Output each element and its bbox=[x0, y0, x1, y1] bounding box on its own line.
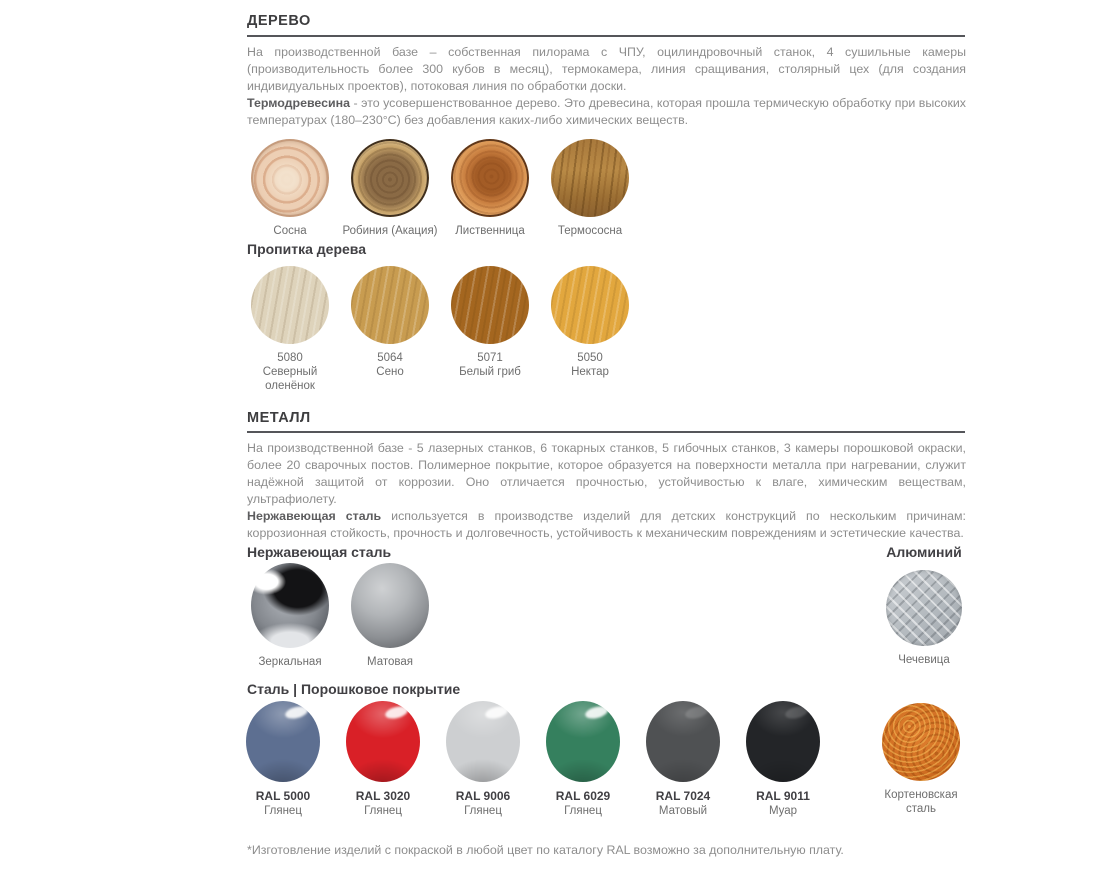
stainless-cell bbox=[240, 563, 340, 669]
ral-cell bbox=[233, 701, 333, 818]
metal-description bbox=[247, 440, 966, 542]
wood-species-label: Термососна bbox=[557, 225, 623, 237]
ral-code: RAL 7024 bbox=[655, 789, 711, 803]
metal-intro-text: На производственной базе - 5 лазерных станков, 6 токарных станков, 5 гибочных станков, 3 камеры порошковой окраски, более 20 сварочных постов. Полимерное покрытие, которое образуется на поверхности металла при нагревании, служит надёжной защитой от коррозии. Оно отличается прочностью, устойчивостью к влаге, химическим веществам, ультрафиолету. bbox=[247, 441, 966, 506]
ral-finish: Глянец bbox=[264, 805, 302, 817]
stainless-label: Зеркальная bbox=[258, 656, 322, 668]
impregnation-name: Сено bbox=[376, 366, 404, 378]
ral-finish: Муар bbox=[768, 805, 798, 817]
impregnation-color-swatch bbox=[251, 266, 329, 344]
ral-color-swatch bbox=[346, 701, 420, 782]
ral-color-swatch bbox=[746, 701, 820, 782]
ral-code: RAL 9011 bbox=[756, 789, 810, 803]
larch-wood-swatch bbox=[451, 139, 529, 217]
ral-color-swatch bbox=[546, 701, 620, 782]
impregnation-cell bbox=[240, 266, 340, 393]
stainless-term: Нержавеющая сталь bbox=[247, 509, 382, 523]
thermowood-term: Термодревесина bbox=[247, 96, 351, 110]
ral-cell bbox=[533, 701, 633, 818]
ral-footnote: *Изготовление изделий с покраской в любой цвет по каталогу RAL возможно за дополнительную плату. bbox=[247, 843, 844, 857]
metal-section-title: МЕТАЛЛ bbox=[247, 410, 311, 426]
ral-finish: Глянец bbox=[564, 805, 602, 817]
ral-code: RAL 5000 bbox=[255, 789, 311, 803]
impregnation-cell bbox=[440, 266, 540, 393]
impregnation-color-swatch bbox=[451, 266, 529, 344]
powder-coating-row bbox=[233, 701, 833, 818]
thermowood-text: - это усовершенствованное дерево. Это древесина, которая прошла термическую обработку при высоких температурах (180–230°С) без добавления каких-либо химических веществ. bbox=[247, 96, 966, 127]
stainless-cell bbox=[340, 563, 440, 669]
wood-species-row bbox=[240, 139, 640, 238]
impregnation-name: Белый гриб bbox=[459, 366, 521, 378]
wood-description bbox=[247, 44, 966, 129]
wood-species-cell bbox=[440, 139, 540, 238]
impregnation-code: 5071 bbox=[477, 352, 503, 364]
wood-species-cell bbox=[240, 139, 340, 238]
impregnation-cell bbox=[340, 266, 440, 393]
wood-section-title: ДЕРЕВО bbox=[247, 13, 311, 29]
impregnation-name: Северный оленёнок bbox=[262, 366, 318, 392]
ral-color-swatch bbox=[646, 701, 720, 782]
mirror-steel-swatch bbox=[251, 563, 329, 648]
aluminum-heading: Алюминий bbox=[886, 544, 962, 560]
impregnation-cell bbox=[540, 266, 640, 393]
wood-species-label: Лиственница bbox=[455, 225, 525, 237]
impregnation-name: Нектар bbox=[571, 366, 609, 378]
ral-finish: Глянец bbox=[364, 805, 402, 817]
impregnation-code: 5080 bbox=[277, 352, 303, 364]
diamond-plate-swatch bbox=[886, 570, 962, 646]
thermopine-wood-swatch bbox=[551, 139, 629, 217]
stainless-text: используется в производстве изделий для детских конструкций по нескольким причинам: коррозионная стойкость, прочность и долговечность, устойчивость к механическим повреждениям и эстетические качества. bbox=[247, 509, 967, 540]
ral-cell bbox=[433, 701, 533, 818]
impregnation-color-swatch bbox=[551, 266, 629, 344]
aluminum-label: Чечевица bbox=[898, 654, 950, 666]
stainless-row bbox=[240, 563, 440, 669]
impregnation-code: 5050 bbox=[577, 352, 603, 364]
robinia-wood-swatch bbox=[351, 139, 429, 217]
wood-intro-text: На производственной базе – собственная пилорама с ЧПУ, оцилиндровочный станок, 4 сушильные камеры (производительность более 300 кубов в месяц), термокамера, линия сращивания, столярный цех (для создания индивидуальных проектов), потоковая линия по обработки доски. bbox=[247, 45, 966, 93]
ral-finish: Глянец bbox=[464, 805, 502, 817]
impregnation-color-swatch bbox=[351, 266, 429, 344]
ral-cell bbox=[633, 701, 733, 818]
ral-finish: Матовый bbox=[658, 805, 708, 817]
aluminum-cell bbox=[874, 570, 974, 667]
ral-color-swatch bbox=[246, 701, 320, 782]
stainless-heading: Нержавеющая сталь bbox=[247, 544, 392, 560]
ral-color-swatch bbox=[446, 701, 520, 782]
impregnation-row bbox=[240, 266, 640, 393]
metal-section-divider bbox=[247, 431, 965, 433]
pine-wood-swatch bbox=[251, 139, 329, 217]
wood-species-label: Робиния (Акация) bbox=[342, 225, 438, 237]
ral-code: RAL 6029 bbox=[555, 789, 611, 803]
corten-steel-swatch bbox=[882, 703, 960, 781]
wood-species-cell bbox=[540, 139, 640, 238]
powder-coating-heading: Сталь | Порошковое покрытие bbox=[247, 681, 461, 697]
impregnation-heading: Пропитка дерева bbox=[247, 241, 366, 257]
ral-code: RAL 9006 bbox=[455, 789, 511, 803]
wood-species-cell bbox=[340, 139, 440, 238]
impregnation-code: 5064 bbox=[377, 352, 403, 364]
wood-species-label: Сосна bbox=[273, 225, 307, 237]
wood-section-divider bbox=[247, 35, 965, 37]
matte-steel-swatch bbox=[351, 563, 429, 648]
ral-code: RAL 3020 bbox=[355, 789, 411, 803]
stainless-label: Матовая bbox=[367, 656, 413, 668]
corten-label: Кортеновская сталь bbox=[884, 789, 958, 815]
ral-cell bbox=[733, 701, 833, 818]
ral-cell bbox=[333, 701, 433, 818]
corten-cell bbox=[871, 703, 971, 816]
